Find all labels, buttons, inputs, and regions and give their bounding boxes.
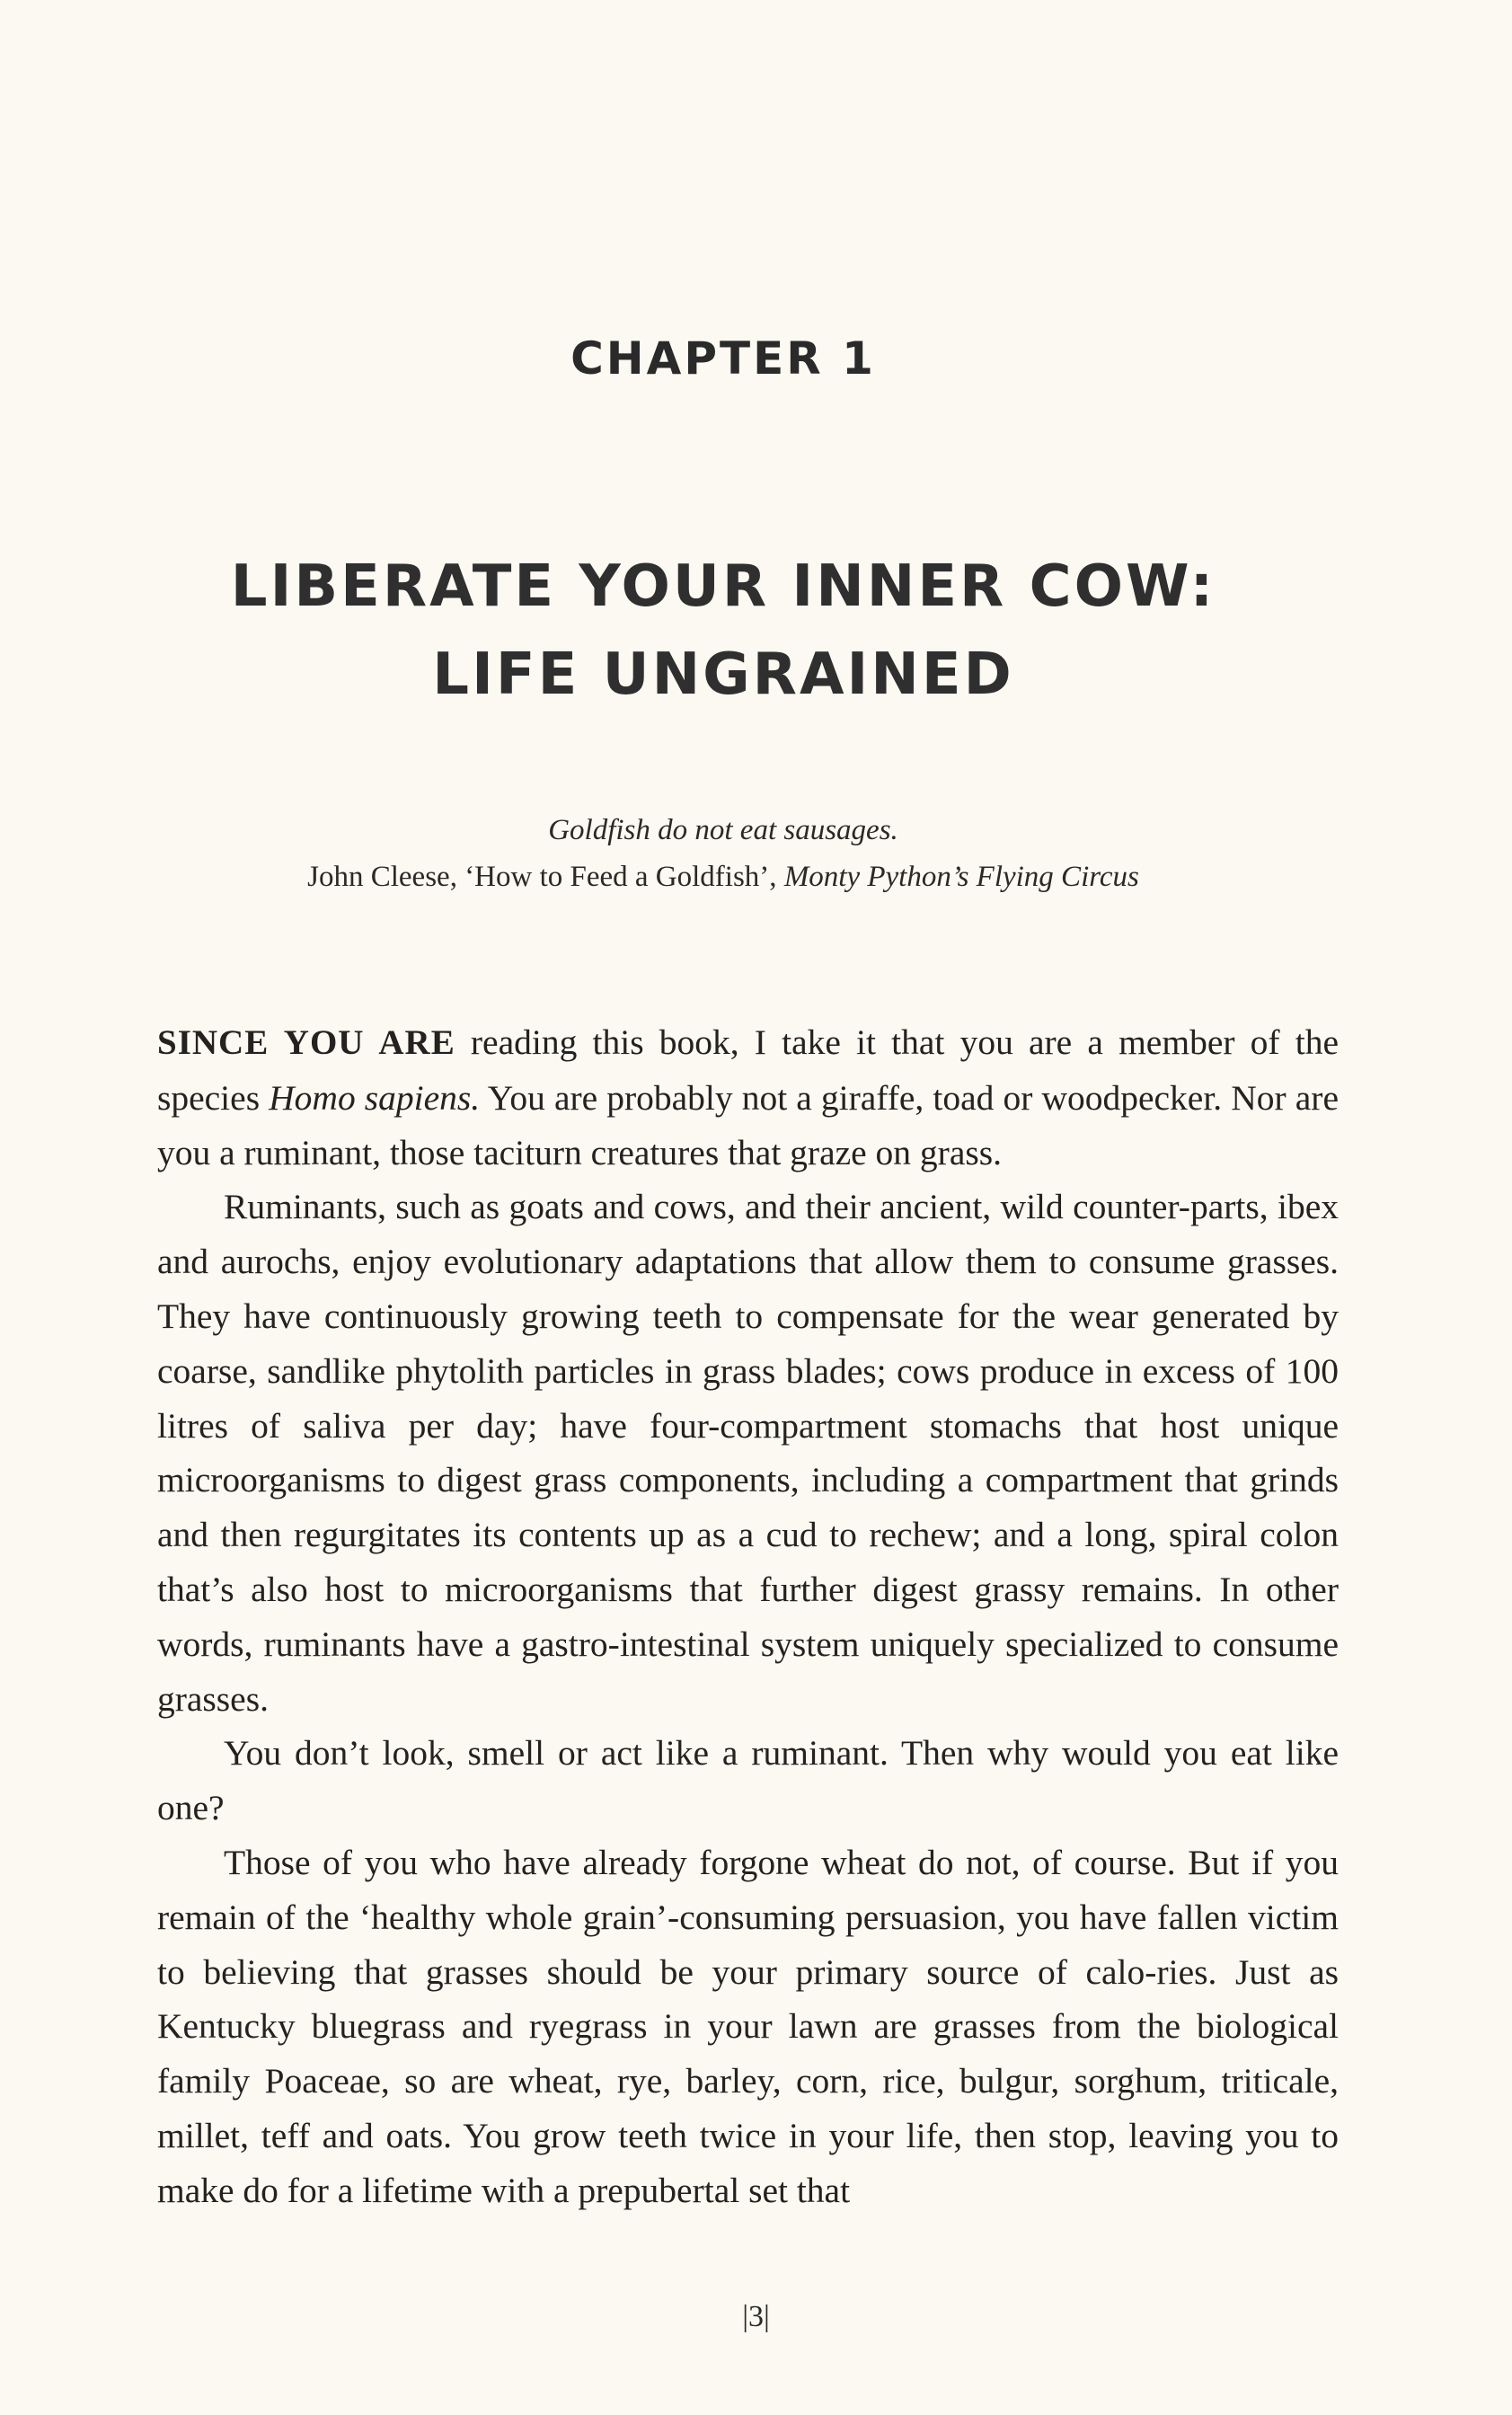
epigraph-quote: Goldfish do not eat sausages. xyxy=(548,814,898,846)
chapter-label: CHAPTER 1 xyxy=(570,332,876,385)
paragraph-1 xyxy=(157,1015,1339,1180)
paragraph-2: Ruminants, such as goats and cows, and their ancient, wild counter-parts, ibex and aurochs, enjoy evolutionary adaptations that allow them to consume grasses. They have continuously growing teeth to compensate for the wear generated by coarse, sandlike phytolith particles in grass blades; cows produce in excess of 100 litres of saliva per day; have four-compartment stomachs that host unique microorganisms to digest grass components, including a compartment that grinds and then regurgitates its contents up as a cud to rechew; and a long, spiral colon that’s also host to microorganisms that further digest grassy remains. In other words, ruminants have a gastro-intestinal system uniquely specialized to consume grasses. xyxy=(157,1187,1339,1719)
epigraph-attribution-source: Monty Python’s Flying Circus xyxy=(783,861,1139,893)
paragraph-1-species-name: Homo sapiens. xyxy=(269,1077,481,1118)
paragraph-1-lead-in: SINCE YOU ARE xyxy=(157,1023,455,1062)
chapter-title-line-1: LIBERATE YOUR INNER COW: xyxy=(230,553,1216,620)
paragraph-1-text-a: reading this book, I take it that you are a member of the species xyxy=(157,1022,1339,1118)
epigraph-attribution-author: John Cleese, ‘How to Feed a Goldfish’, xyxy=(307,861,784,893)
chapter-title-line-2: LIFE UNGRAINED xyxy=(432,641,1014,708)
body-text xyxy=(157,1015,1339,2218)
paragraph-3: You don’t look, smell or act like a ruminant. Then why would you eat like one? xyxy=(157,1733,1339,1828)
epigraph-attribution xyxy=(0,854,1446,900)
paragraph-1-text-b: You are probably not a giraffe, toad or woodpecker. Nor are you a ruminant, those taciturn creatures that graze on grass. xyxy=(157,1077,1339,1172)
page-number: |3| xyxy=(742,2300,770,2333)
chapter-title xyxy=(0,543,1446,719)
paragraph-4: Those of you who have already forgone wheat do not, of course. But if you remain of the ‘healthy whole grain’-consuming persuasion, you have fallen victim to believing that grasses should be your primary source of calo-ries. Just as Kentucky bluegrass and ryegrass in your lawn are grasses from the biological family Poaceae, so are wheat, rye, barley, corn, rice, bulgur, sorghum, triticale, millet, teff and oats. You grow teeth twice in your life, then stop, leaving you to make do for a lifetime with a prepubertal set that xyxy=(157,1842,1339,2210)
epigraph xyxy=(0,807,1446,900)
